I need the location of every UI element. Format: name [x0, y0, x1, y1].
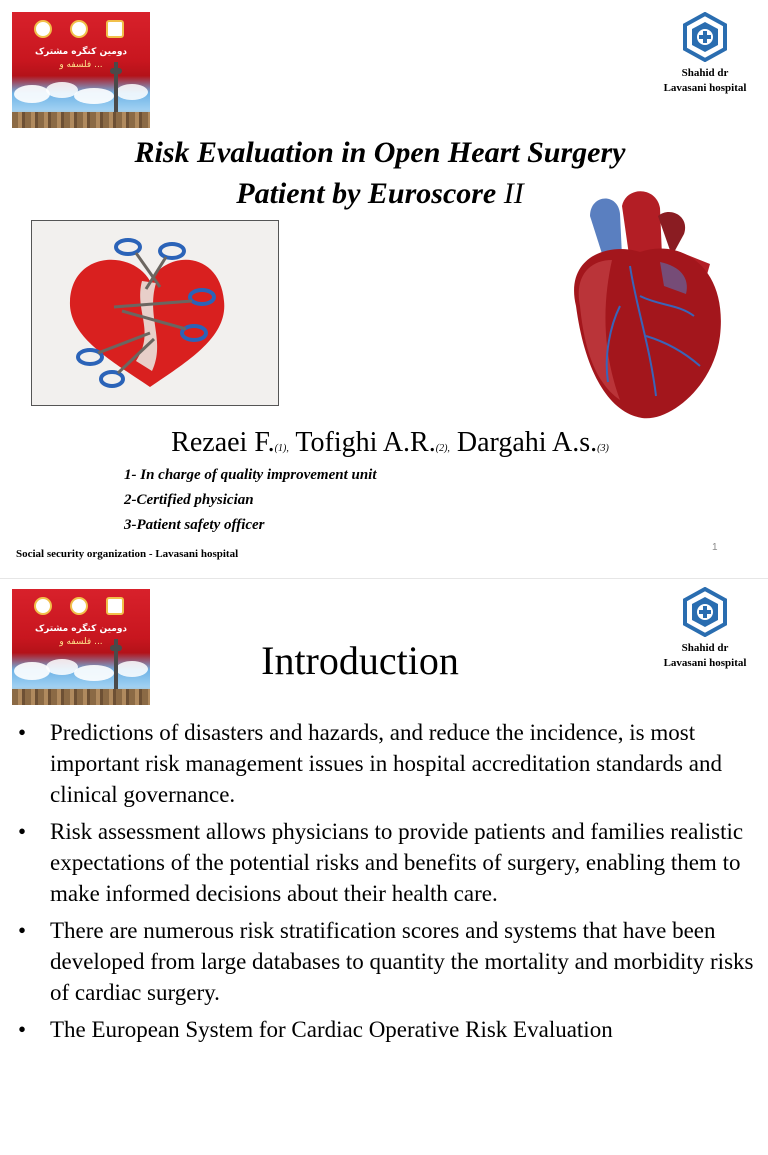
- scissors-heart-icon: [32, 221, 278, 405]
- clouds-icon: [12, 74, 150, 108]
- bullet-icon: •: [18, 819, 27, 844]
- congress-logo-icon: [34, 20, 52, 38]
- bullet-icon: •: [18, 720, 27, 745]
- clouds-icon: [12, 651, 150, 685]
- affiliation-2: 2-Certified physician: [124, 492, 254, 508]
- hospital-emblem-icon: [681, 12, 729, 62]
- list-item: • Predictions of disasters and hazards, and reduce the incidence, is most important risk management issues in hospital accreditation standards and clinical governance.: [18, 717, 758, 810]
- anatomical-heart-icon: [560, 186, 730, 426]
- hospital-emblem-icon: [681, 587, 729, 637]
- organization-logo-icon: [106, 597, 124, 615]
- list-item: • The European System for Cardiac Operative Risk Evaluation: [18, 1014, 758, 1045]
- title-line-1: Risk Evaluation in Open Heart Surgery: [134, 136, 626, 169]
- hospital-name: Shahid dr Lavasani hospital: [663, 642, 747, 669]
- heart-scissors-photo: [31, 220, 279, 406]
- hospital-seal-icon: [70, 20, 88, 38]
- slide-1: [0, 0, 768, 576]
- hospital-name: Shahid dr Lavasani hospital: [663, 67, 747, 94]
- banner-title: دومین کنگره مشترک: [34, 624, 128, 634]
- author-2: Tofighi A.R.: [295, 427, 436, 458]
- bullet-icon: •: [18, 918, 27, 943]
- title-line-2: Patient by Euroscore II: [236, 177, 524, 210]
- banner-subtitle: فلسفه و ...: [59, 637, 103, 647]
- affiliation-3: 3-Patient safety officer: [124, 517, 265, 533]
- banner-title: دومین کنگره مشترک: [34, 47, 128, 57]
- authors-line: Rezaei F.(1), Tofighi A.R.(2), Dargahi A.s.(3): [171, 427, 609, 458]
- congress-banner: [12, 589, 150, 705]
- city-skyline: [12, 112, 150, 128]
- slide-title: Introduction: [261, 638, 459, 683]
- page-number: 1: [712, 542, 718, 553]
- footer-organization: Social security organization - Lavasani hospital: [16, 548, 239, 560]
- banner-subtitle: فلسفه و ...: [59, 60, 103, 70]
- organization-logo-icon: [106, 20, 124, 38]
- author-1: Rezaei F.: [171, 427, 275, 458]
- congress-logo-icon: [34, 597, 52, 615]
- hospital-logo: [650, 587, 760, 671]
- list-item: • Risk assessment allows physicians to provide patients and families realistic expectations of the potential risks and benefits of surgery, enabling them to make informed decisions about their health care.: [18, 816, 758, 909]
- bullet-icon: •: [18, 1017, 27, 1042]
- congress-banner: [12, 12, 150, 128]
- author-3: Dargahi A.s.: [456, 427, 598, 458]
- hospital-seal-icon: [70, 597, 88, 615]
- list-item: • There are numerous risk stratification scores and systems that have been developed from large databases to quantity the mortality and morbidity risks of cardiac surgery.: [18, 915, 758, 1008]
- slide-2: [0, 578, 768, 1155]
- city-skyline: [12, 689, 150, 705]
- affiliation-1: 1- In charge of quality improvement unit: [124, 467, 377, 483]
- bullet-list: [18, 717, 758, 1051]
- hospital-logo: [650, 12, 760, 96]
